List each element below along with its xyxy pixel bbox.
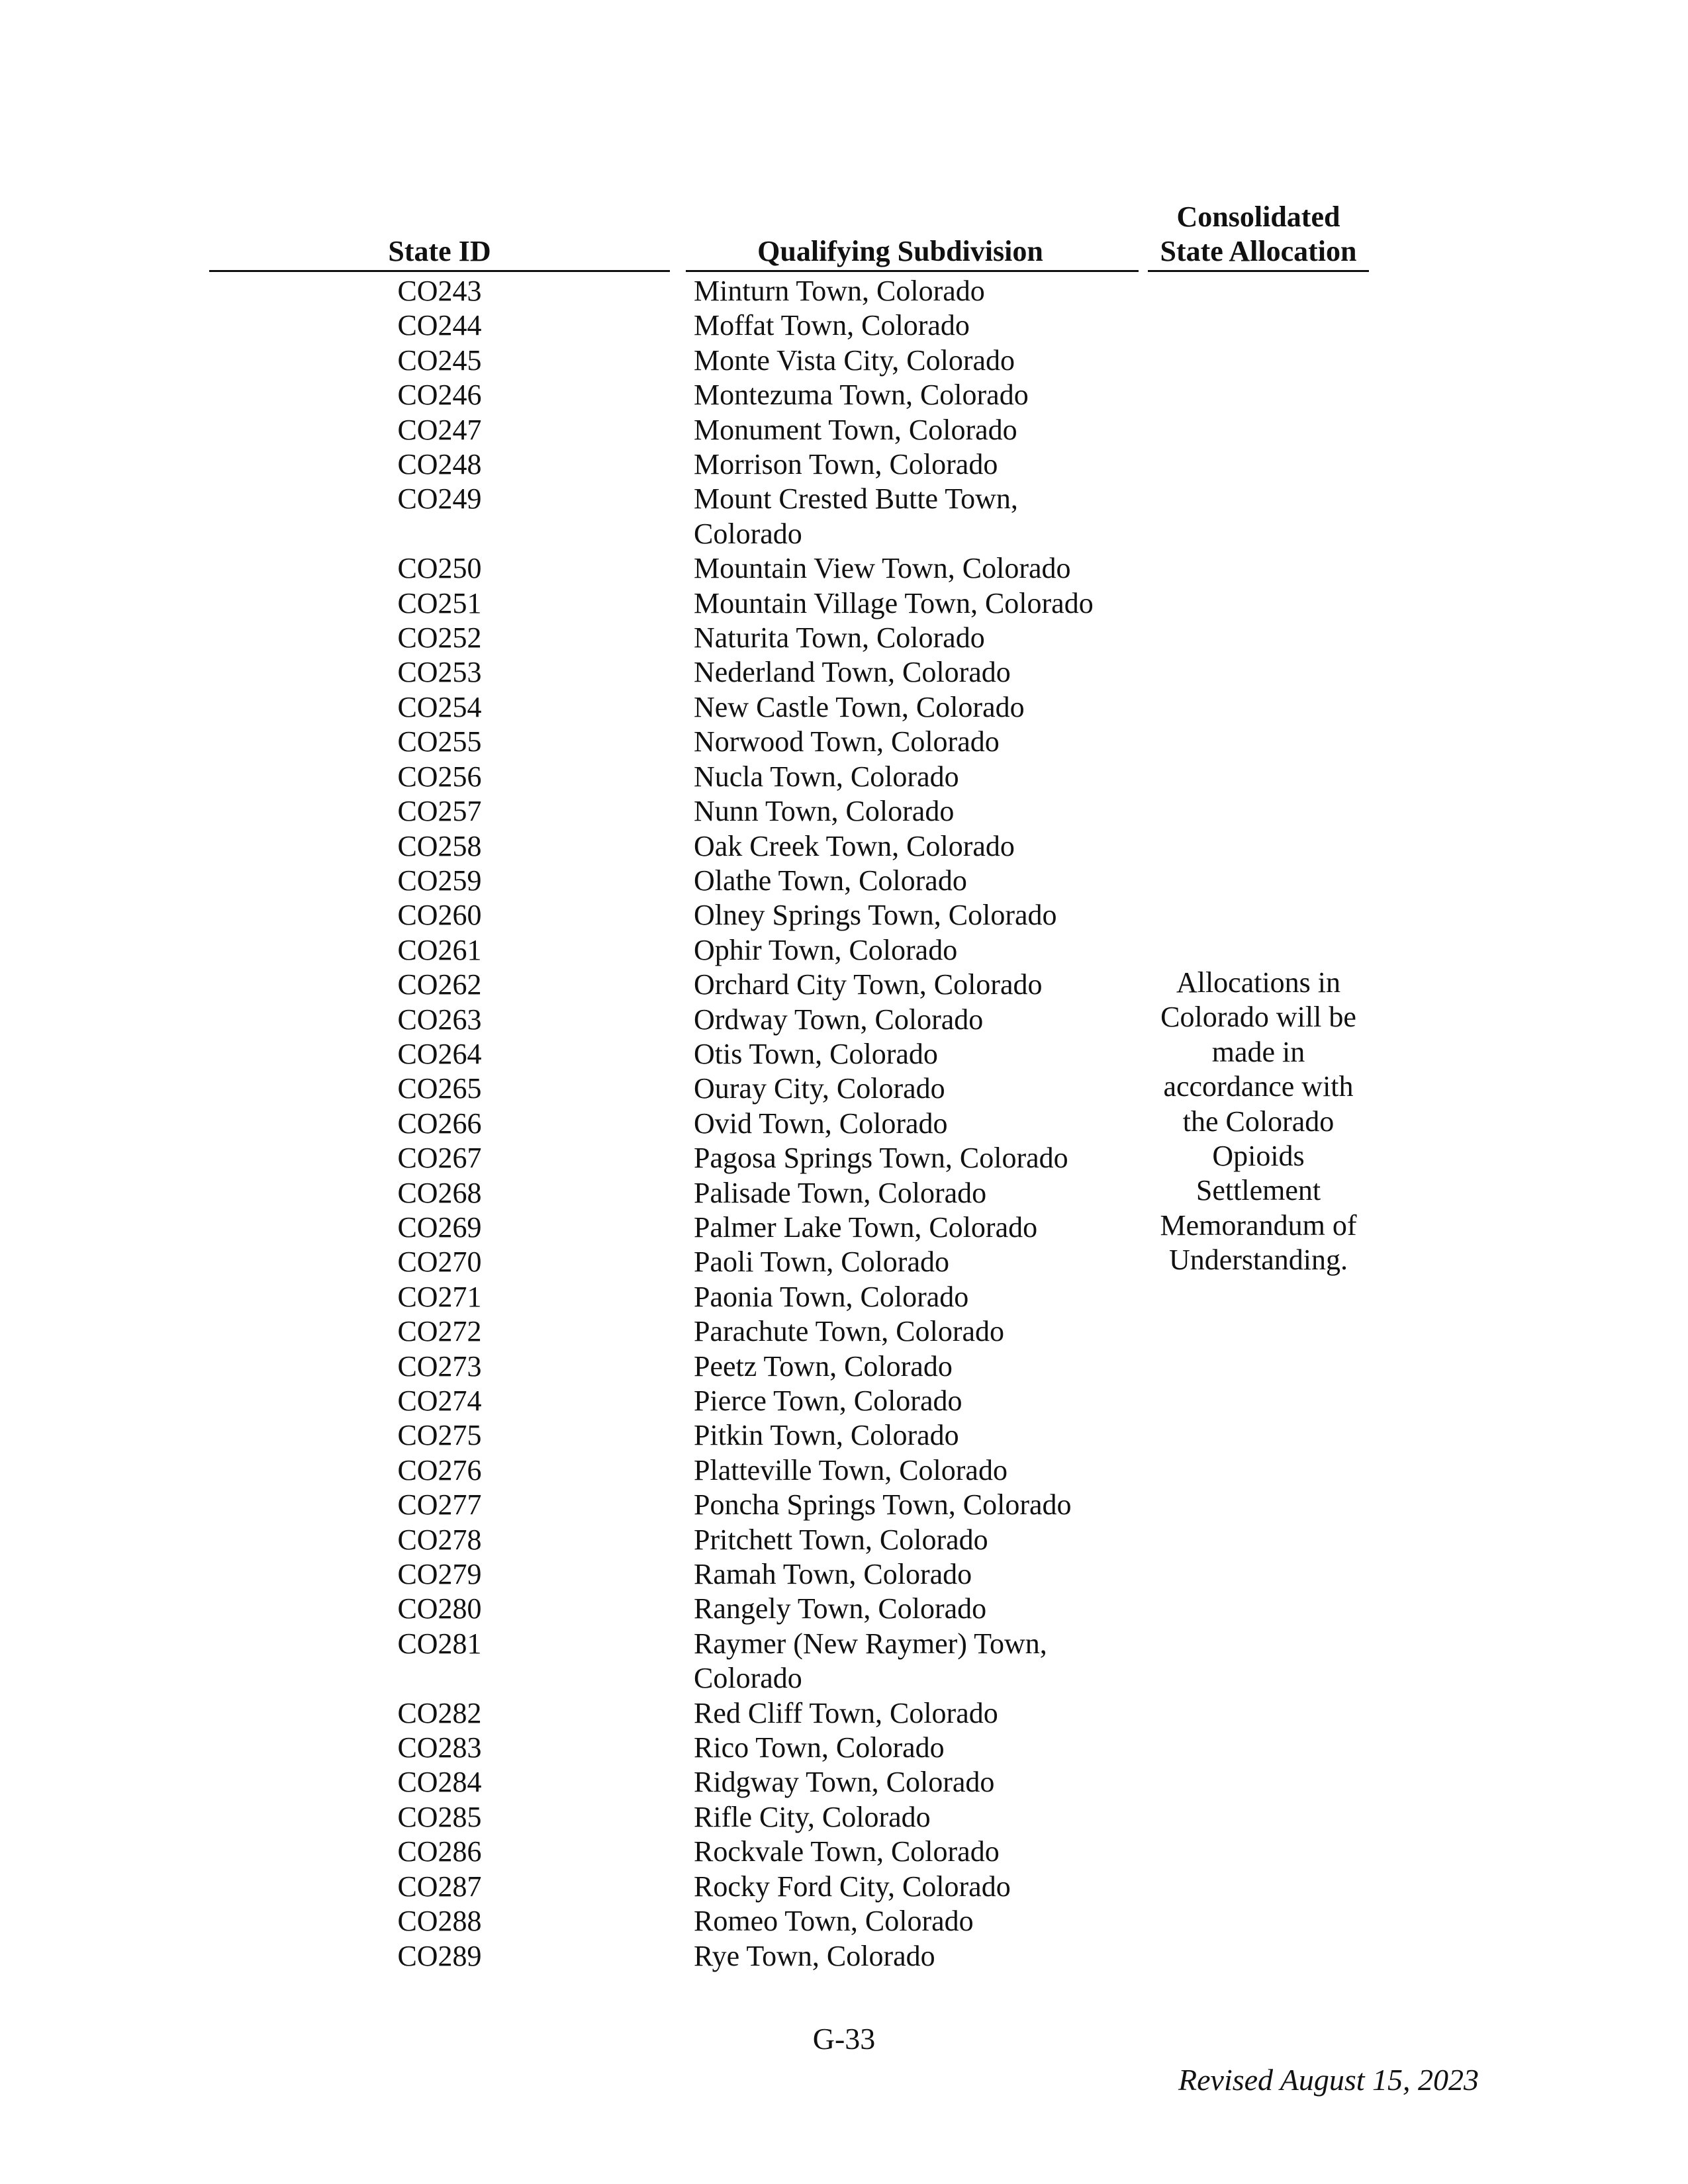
subdivision-cell: Poncha Springs Town, Colorado <box>694 1488 1072 1522</box>
table-row <box>209 1800 1136 1835</box>
state-id-cell: CO250 <box>397 552 482 585</box>
state-id-cell: CO287 <box>397 1870 482 1903</box>
state-id-cell: CO267 <box>397 1142 482 1175</box>
header-consolidated-line2: State Allocation <box>1160 235 1357 267</box>
state-id-cell: CO282 <box>397 1696 482 1729</box>
state-id-cell: CO257 <box>397 795 482 828</box>
subdivision-cell: Paonia Town, Colorado <box>694 1280 969 1313</box>
table-row <box>209 1280 1136 1314</box>
table-row <box>209 690 1136 725</box>
table-row <box>209 1523 1136 1557</box>
subdivision-cell: Orchard City Town, Colorado <box>694 968 1043 1001</box>
subdivision-cell: Rocky Ford City, Colorado <box>694 1870 1011 1903</box>
subdivision-cell: Ophir Town, Colorado <box>694 933 958 966</box>
state-id-cell: CO252 <box>397 621 482 655</box>
subdivision-cell: Mountain View Town, Colorado <box>694 552 1071 585</box>
state-id-cell: CO278 <box>397 1523 482 1556</box>
subdivision-cell: Mount Crested Butte Town, Colorado <box>694 482 1018 550</box>
table-row <box>209 447 1136 482</box>
table-row <box>209 1870 1136 1904</box>
state-id-cell: CO264 <box>397 1037 482 1070</box>
table-row <box>209 655 1136 690</box>
state-id-cell: CO265 <box>397 1072 482 1105</box>
table-row <box>209 760 1136 794</box>
header-consolidated-allocation <box>1148 200 1369 269</box>
table-row <box>209 1904 1136 1938</box>
table-body <box>209 274 1136 1974</box>
subdivision-cell: Platteville Town, Colorado <box>694 1453 1008 1486</box>
subdivision-cell: Pierce Town, Colorado <box>694 1385 962 1417</box>
table-row <box>209 1488 1136 1522</box>
table-row <box>209 968 1136 1002</box>
state-id-cell: CO283 <box>397 1731 482 1764</box>
subdivision-cell: Nunn Town, Colorado <box>694 795 955 828</box>
allocation-note-line: the Colorado <box>1182 1105 1335 1138</box>
state-id-cell: CO272 <box>397 1315 482 1348</box>
table-row <box>209 621 1136 655</box>
table-row <box>209 378 1136 412</box>
header-state-id: State ID <box>388 235 491 267</box>
state-id-cell: CO273 <box>397 1349 482 1383</box>
state-id-cell: CO262 <box>397 968 482 1001</box>
subdivision-cell: Monument Town, Colorado <box>694 413 1017 446</box>
subdivision-cell: Naturita Town, Colorado <box>694 621 985 655</box>
subdivision-cell: Ovid Town, Colorado <box>694 1107 948 1140</box>
header-rule-allocation <box>1148 270 1369 272</box>
state-id-cell: CO277 <box>397 1488 482 1522</box>
state-id-cell: CO263 <box>397 1003 482 1036</box>
table-row <box>209 1557 1136 1592</box>
table-row <box>209 1835 1136 1869</box>
subdivision-cell: Mountain Village Town, Colorado <box>694 586 1094 619</box>
allocation-note <box>1148 966 1369 1278</box>
state-id-cell: CO251 <box>397 586 482 619</box>
table-row <box>209 1696 1136 1731</box>
subdivision-cell: Nucla Town, Colorado <box>694 760 959 793</box>
subdivision-cell: Minturn Town, Colorado <box>694 275 985 307</box>
table-row <box>209 1210 1136 1245</box>
subdivision-cell: Rockvale Town, Colorado <box>694 1835 1000 1868</box>
revised-date: Revised August 15, 2023 <box>1178 2063 1479 2097</box>
state-id-cell: CO246 <box>397 379 482 412</box>
state-id-cell: CO281 <box>397 1627 482 1660</box>
table-row <box>209 586 1136 621</box>
subdivision-cell: Olathe Town, Colorado <box>694 864 967 897</box>
subdivision-cell: Raymer (New Raymer) Town, Colorado <box>694 1627 1047 1695</box>
state-id-cell: CO279 <box>397 1558 482 1591</box>
subdivision-cell: Peetz Town, Colorado <box>694 1349 953 1383</box>
state-id-cell: CO248 <box>397 448 482 481</box>
table-row <box>209 1939 1136 1974</box>
subdivision-cell: Rangely Town, Colorado <box>694 1592 987 1625</box>
state-id-cell: CO253 <box>397 656 482 689</box>
state-id-cell: CO260 <box>397 899 482 932</box>
allocation-note-line: Understanding. <box>1168 1244 1348 1277</box>
table-row <box>209 1765 1136 1799</box>
state-id-cell: CO270 <box>397 1246 482 1279</box>
table-row <box>209 1627 1136 1696</box>
state-id-cell: CO255 <box>397 725 482 758</box>
state-id-cell: CO276 <box>397 1453 482 1486</box>
table-row <box>209 829 1136 864</box>
subdivision-cell: Pitkin Town, Colorado <box>694 1419 959 1452</box>
header-rule-subdivision <box>686 270 1139 272</box>
table-row <box>209 1245 1136 1279</box>
header-rule-state-id <box>209 270 670 272</box>
subdivision-cell: Oak Creek Town, Colorado <box>694 829 1015 862</box>
state-id-cell: CO243 <box>397 275 482 307</box>
table-row <box>209 1176 1136 1210</box>
subdivision-cell: Parachute Town, Colorado <box>694 1315 1005 1348</box>
allocation-note-line: Settlement <box>1196 1174 1321 1207</box>
subdivision-cell: Norwood Town, Colorado <box>694 725 1000 758</box>
subdivision-cell: Monte Vista City, Colorado <box>694 343 1015 377</box>
state-id-cell: CO268 <box>397 1176 482 1209</box>
table-row <box>209 1592 1136 1626</box>
state-id-cell: CO274 <box>397 1385 482 1417</box>
state-id-cell: CO286 <box>397 1835 482 1868</box>
state-id-cell: CO261 <box>397 933 482 966</box>
table-row <box>209 1037 1136 1071</box>
table-row <box>209 1003 1136 1037</box>
table-row <box>209 1349 1136 1384</box>
subdivision-cell: Nederland Town, Colorado <box>694 656 1011 689</box>
allocation-note-line: Opioids <box>1212 1140 1305 1173</box>
table-row <box>209 898 1136 933</box>
subdivision-cell: Romeo Town, Colorado <box>694 1905 974 1938</box>
subdivision-cell: Otis Town, Colorado <box>694 1037 938 1070</box>
header-qualifying-subdivision: Qualifying Subdivision <box>757 235 1043 267</box>
state-id-cell: CO289 <box>397 1939 482 1972</box>
table-row <box>209 864 1136 898</box>
subdivision-cell: Morrison Town, Colorado <box>694 448 998 481</box>
subdivision-cell: Pritchett Town, Colorado <box>694 1523 988 1556</box>
subdivision-cell: Ouray City, Colorado <box>694 1072 945 1105</box>
header-consolidated-line1: Consolidated <box>1176 201 1340 233</box>
subdivision-cell: Rifle City, Colorado <box>694 1800 931 1833</box>
allocation-note-line: Allocations in <box>1176 966 1341 999</box>
table-row <box>209 413 1136 447</box>
subdivision-cell: Palisade Town, Colorado <box>694 1176 987 1209</box>
table-row <box>209 308 1136 343</box>
state-id-cell: CO288 <box>397 1905 482 1938</box>
table-row <box>209 343 1136 378</box>
table-row <box>209 1141 1136 1175</box>
state-id-cell: CO256 <box>397 760 482 793</box>
state-id-cell: CO280 <box>397 1592 482 1625</box>
table-row <box>209 1453 1136 1488</box>
table-row <box>209 1731 1136 1765</box>
subdivision-cell: Pagosa Springs Town, Colorado <box>694 1142 1068 1175</box>
table-row <box>209 1071 1136 1106</box>
table-row <box>209 1418 1136 1453</box>
subdivision-cell: New Castle Town, Colorado <box>694 690 1025 723</box>
state-id-cell: CO275 <box>397 1419 482 1452</box>
allocation-note-line: accordance with <box>1163 1070 1354 1103</box>
table-row <box>209 933 1136 968</box>
table-row <box>209 794 1136 829</box>
allocation-note-line: Memorandum of <box>1160 1208 1357 1242</box>
table-row <box>209 274 1136 308</box>
allocation-note-line: made in <box>1211 1035 1305 1068</box>
table-row <box>209 1384 1136 1418</box>
table-row <box>209 1314 1136 1349</box>
state-id-cell: CO285 <box>397 1800 482 1833</box>
table-row <box>209 482 1136 551</box>
state-id-cell: CO266 <box>397 1107 482 1140</box>
subdivision-cell: Rye Town, Colorado <box>694 1939 935 1972</box>
state-id-cell: CO259 <box>397 864 482 897</box>
subdivision-cell: Ridgway Town, Colorado <box>694 1766 995 1799</box>
subdivision-cell: Montezuma Town, Colorado <box>694 379 1029 412</box>
state-id-cell: CO269 <box>397 1210 482 1244</box>
state-id-cell: CO254 <box>397 690 482 723</box>
subdivision-cell: Ramah Town, Colorado <box>694 1558 972 1591</box>
state-id-cell: CO258 <box>397 829 482 862</box>
state-id-cell: CO271 <box>397 1280 482 1313</box>
page-number: G-33 <box>812 2022 876 2056</box>
allocation-note-line: Colorado will be <box>1160 1001 1356 1034</box>
table-row <box>209 725 1136 759</box>
state-id-cell: CO244 <box>397 309 482 342</box>
state-id-cell: CO245 <box>397 343 482 377</box>
subdivision-cell: Olney Springs Town, Colorado <box>694 899 1057 932</box>
table-row <box>209 551 1136 586</box>
subdivision-cell: Ordway Town, Colorado <box>694 1003 984 1036</box>
subdivision-cell: Palmer Lake Town, Colorado <box>694 1210 1038 1244</box>
subdivision-cell: Paoli Town, Colorado <box>694 1246 949 1279</box>
subdivision-cell: Moffat Town, Colorado <box>694 309 970 342</box>
subdivision-cell: Rico Town, Colorado <box>694 1731 945 1764</box>
state-id-cell: CO249 <box>397 482 482 516</box>
subdivision-cell: Red Cliff Town, Colorado <box>694 1696 998 1729</box>
state-id-cell: CO247 <box>397 413 482 446</box>
state-id-cell: CO284 <box>397 1766 482 1799</box>
table-row <box>209 1107 1136 1141</box>
